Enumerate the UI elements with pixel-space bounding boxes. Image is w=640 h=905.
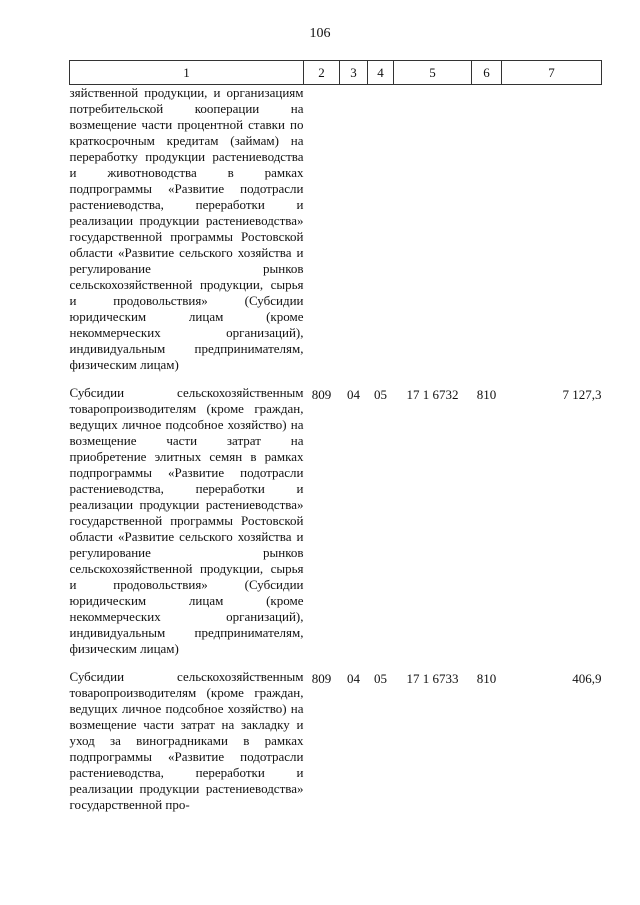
ministry-code: 809: [311, 671, 332, 686]
ministry-code: [304, 85, 340, 374]
target-article-code: 17 1 6732: [406, 387, 459, 402]
row-description: Субсидии сельскохозяйственным товаропроизводителям (кроме граждан, ведущих личное подсобное хозяйство) на возмещение части затрат на приобретение элитных семян в рамках подпрограммы «Развитие подотрасли растениеводства, переработки и реализации продукции растениеводства» государственной программы Ростовской области «Развитие сельского хозяйства и регулирование рынков сельскохозяйственной продукции, сырья и продовольствия» (Субсидии юридическим лицам (кроме некоммерческих организаций), индивидуальным предпринимателям, физическим лицам): [69, 385, 304, 656]
table-row: [70, 85, 602, 374]
target-article-code: [394, 85, 472, 374]
row-description: Субсидии сельскохозяйственным товаропроизводителям (кроме граждан, ведущих личное подсобное хозяйство) на возмещение части затрат на закладку и уход за виноградниками в рамках подпрограммы «Развитие подотрасли растениеводства, переработки и реализации продукции растениеводства» государственной про-: [69, 669, 304, 812]
column-header-5: 5: [394, 61, 472, 85]
subsection-code: 05: [374, 671, 387, 686]
amount: 7 127,3: [562, 387, 602, 402]
table-row: [70, 657, 602, 813]
section-code: [340, 85, 368, 374]
expense-type-code: 810: [476, 671, 497, 686]
column-header-6: 6: [472, 61, 502, 85]
table-row: [70, 373, 602, 657]
column-header-1: 1: [70, 61, 304, 85]
page-number: 106: [309, 26, 331, 41]
column-header-7: 7: [502, 61, 602, 85]
budget-table: [69, 60, 602, 813]
target-article-code: 17 1 6733: [406, 671, 459, 686]
column-header-4: 4: [368, 61, 394, 85]
ministry-code: 809: [311, 387, 332, 402]
expense-type-code: 810: [476, 387, 497, 402]
section-code: 04: [347, 671, 360, 686]
subsection-code: 05: [374, 387, 387, 402]
expense-type-code: [472, 85, 502, 374]
column-header-2: 2: [304, 61, 340, 85]
table-header-row: [70, 61, 602, 85]
amount: 406,9: [572, 671, 602, 686]
row-description: зяйственной продукции, и организациям потребительской кооперации на возмещение части процентной ставки по краткосрочным кредитам (займам) на переработку продукции растениеводства и животноводства в рамках подпрограммы «Развитие подотрасли растениеводства, переработки и реализации продукции растениеводства» государственной программы Ростовской области «Развитие сельского хозяйства и регулирование рынков сельскохозяйственной продукции, сырья и продовольствия» (Субсидии юридическим лицам (кроме некоммерческих организаций), индивидуальным предпринимателям, физическим лицам): [69, 85, 304, 372]
amount: [502, 85, 602, 374]
section-code: 04: [347, 387, 360, 402]
column-header-3: 3: [340, 61, 368, 85]
subsection-code: [368, 85, 394, 374]
